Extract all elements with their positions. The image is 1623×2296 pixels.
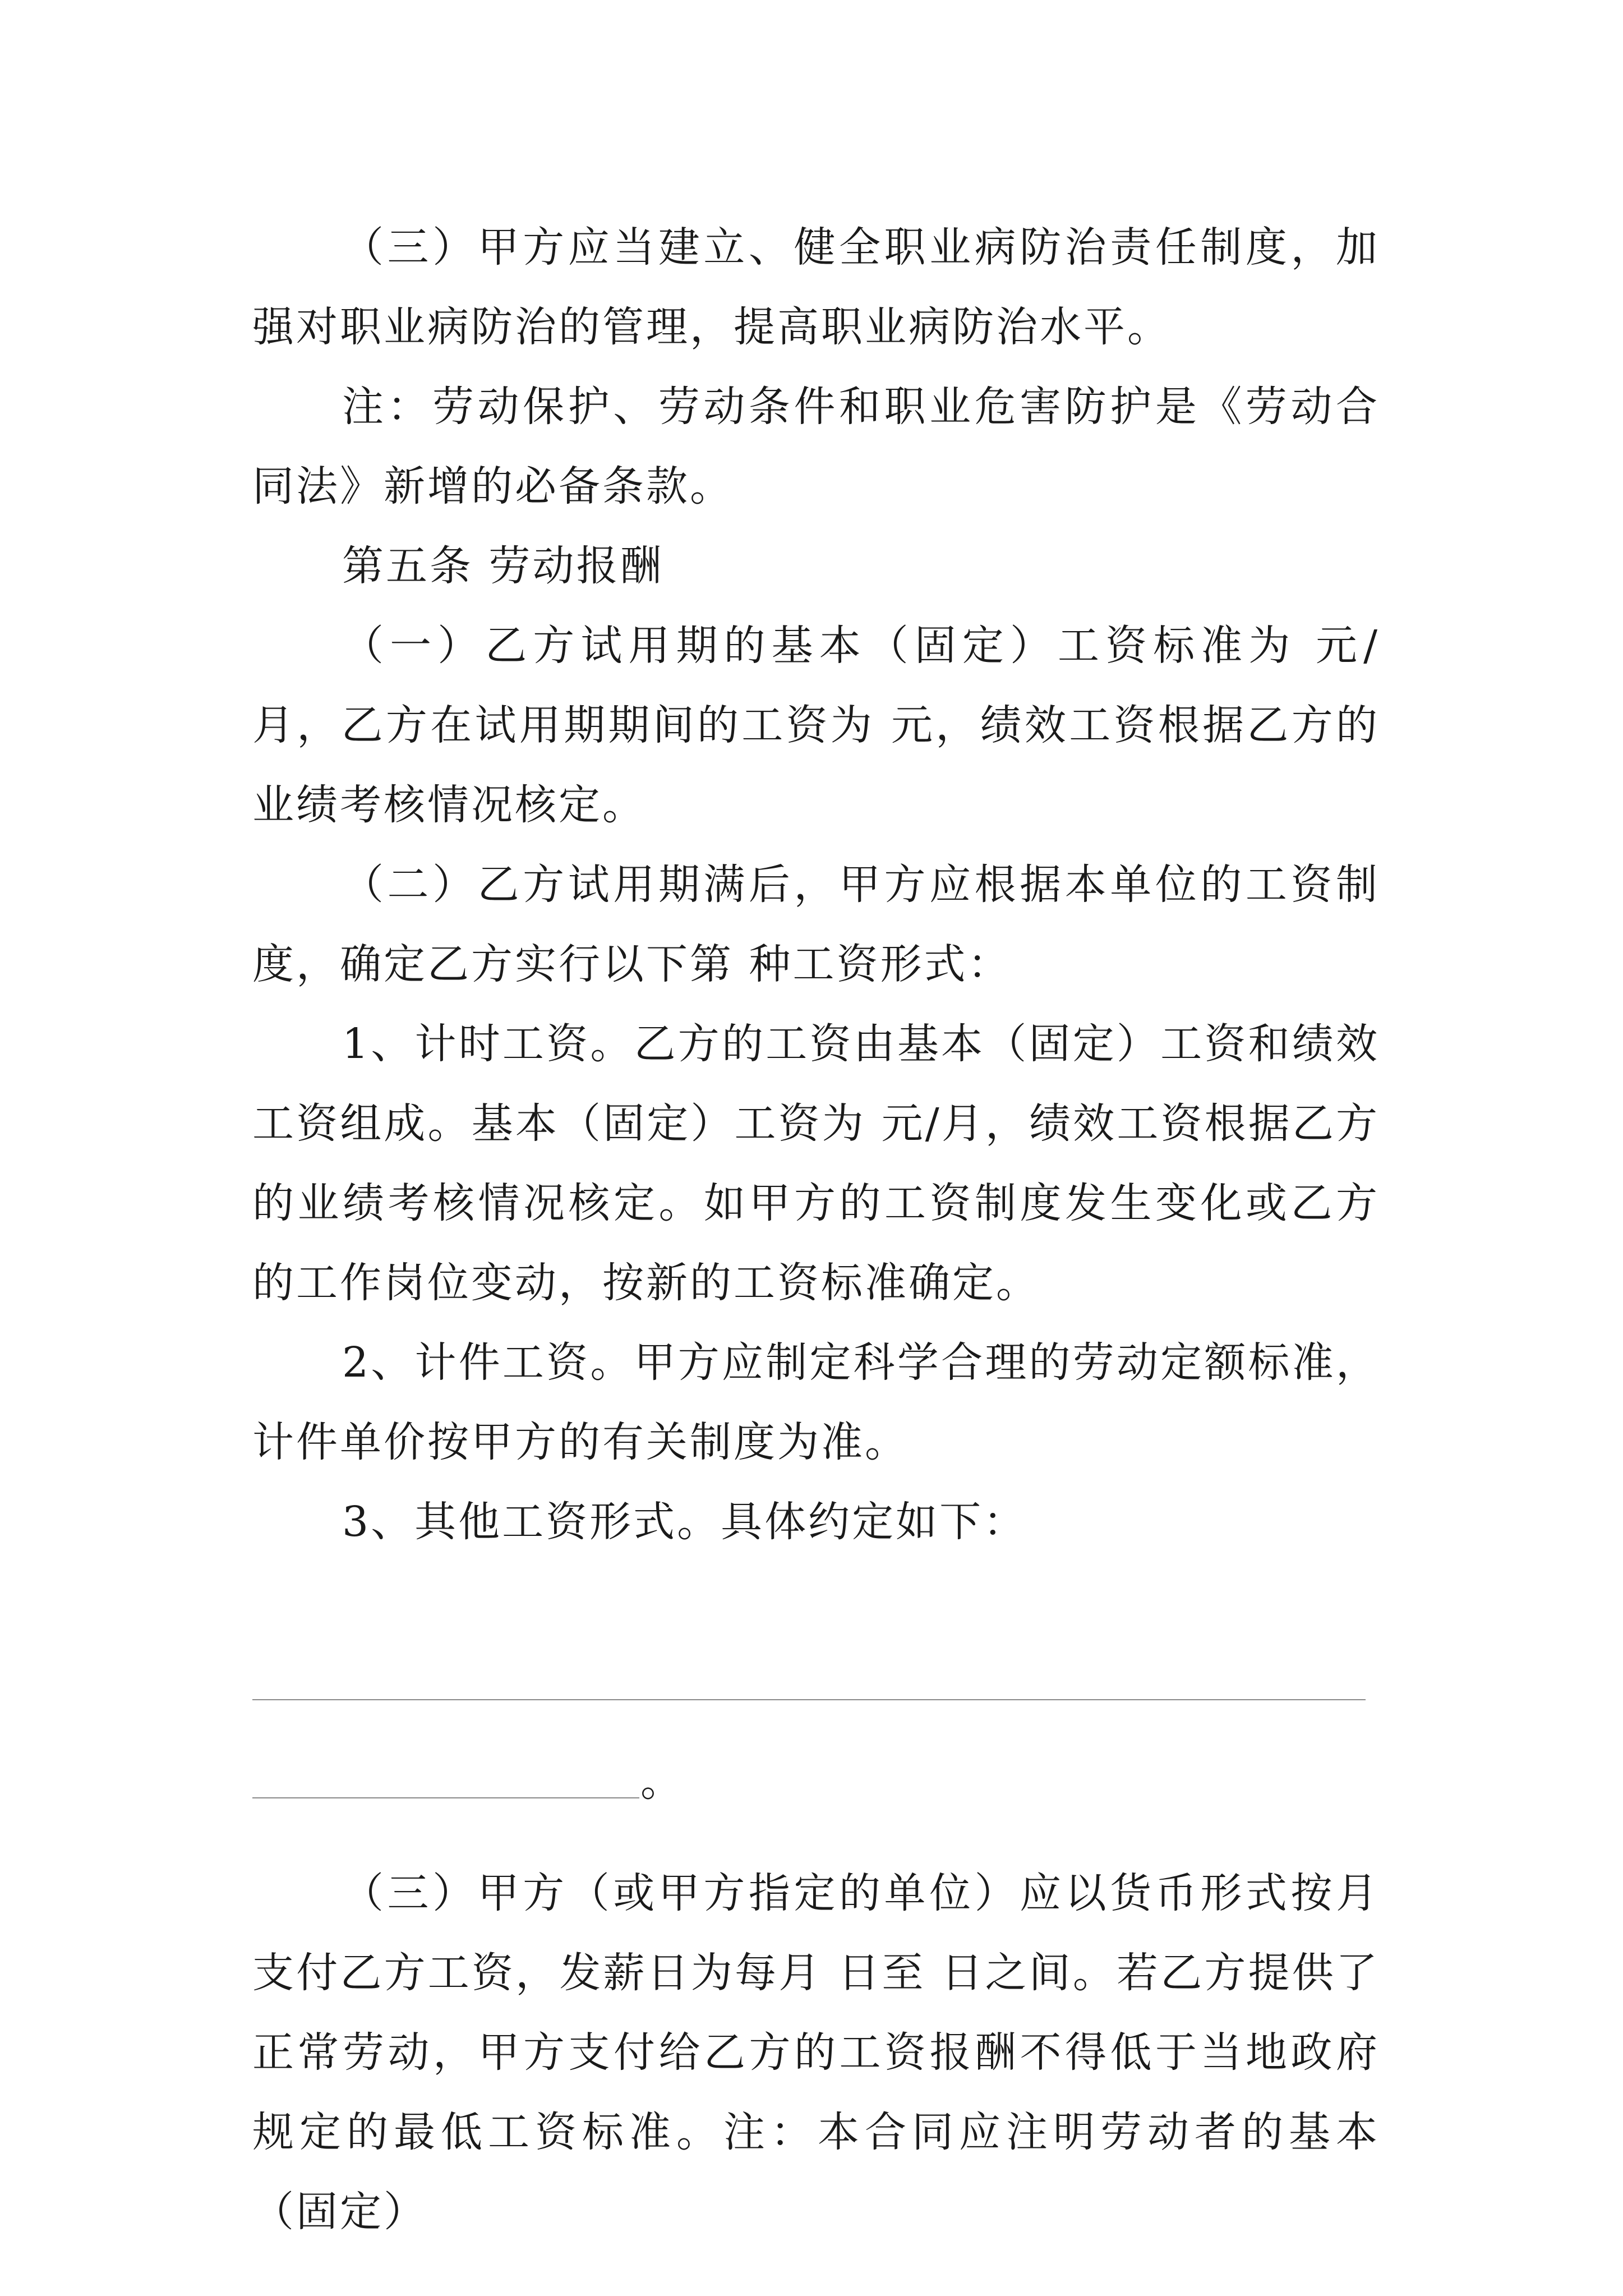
paragraph-time-based-wage: 1、计时工资。乙方的工资由基本（固定）工资和绩效工资组成。基本（固定）工资为 元/月，绩效工资根据乙方的业绩考核情况核定。如甲方的工资制度发生变化或乙方的工作岗位变动，按新的工资标准确定。: [252, 1020, 1380, 1307]
document-page: [252, 208, 1380, 2252]
paragraph-occupational-disease-duty: （三）甲方应当建立、健全职业病防治责任制度，加强对职业病防治的管理，提高职业病防治水平。: [252, 223, 1380, 351]
paragraph-other-wage-form: 3、其他工资形式。具体约定如下：: [342, 1498, 1027, 1546]
fill-in-line-long: [252, 1699, 1366, 1700]
fill-in-line-period: 。: [640, 1757, 682, 1806]
paragraph-note-labor-protection: 注：劳动保护、劳动条件和职业危害防护是《劳动合同法》新增的必备条款。: [252, 383, 1380, 510]
paragraph-wage-form-selection: （二）乙方试用期满后，甲方应根据本单位的工资制度，确定乙方实行以下第 种工资形式：: [252, 861, 1380, 988]
paragraph-piece-rate-wage: 2、计件工资。甲方应制定科学合理的劳动定额标准，计件单价按甲方的有关制度为准。: [252, 1338, 1380, 1466]
article-heading-labor-remuneration: 第五条 劳动报酬: [342, 542, 664, 590]
fill-in-blank-area: [252, 1562, 1380, 1853]
paragraph-probation-wage: （一）乙方试用期的基本（固定）工资标准为 元/月，乙方在试用期期间的工资为 元，绩效工资根据乙方的业绩考核情况核定。: [252, 622, 1380, 829]
paragraph-wage-payment: （三）甲方（或甲方指定的单位）应以货币形式按月支付乙方工资，发薪日为每月 日至 日之间。若乙方提供了正常劳动，甲方支付给乙方的工资报酬不得低于当地政府规定的最低工资标准。注：本合同应注明劳动者的基本（固定）: [252, 1869, 1380, 2236]
fill-in-line-short: [252, 1797, 639, 1798]
